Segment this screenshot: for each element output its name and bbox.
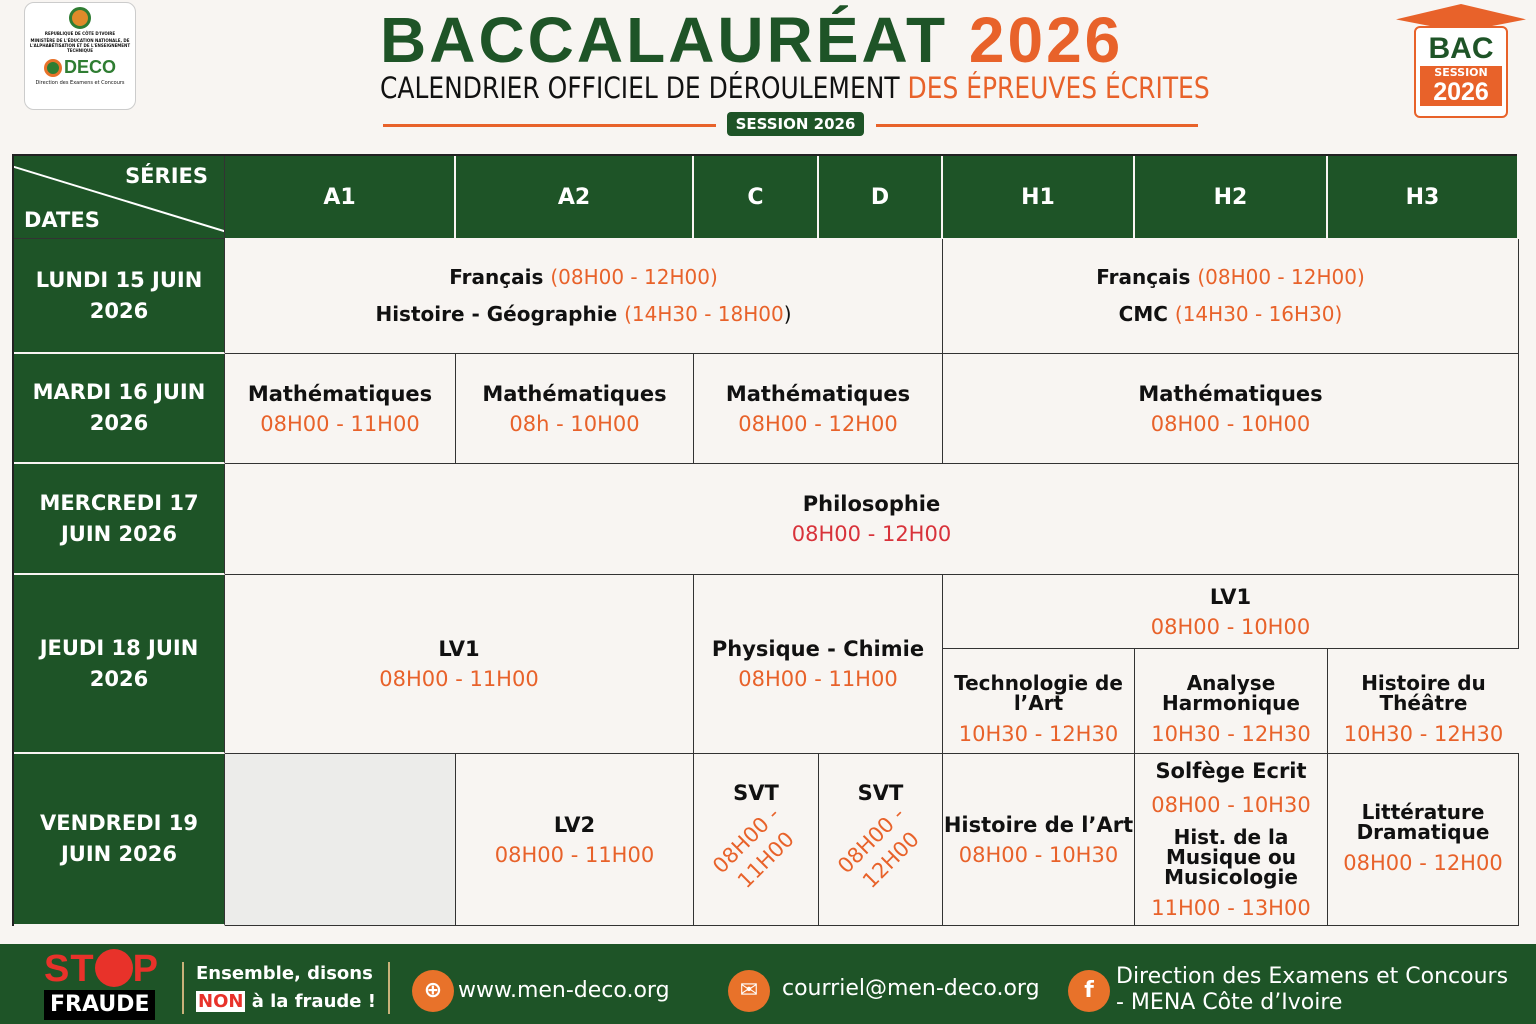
bac-year: 2026: [1420, 79, 1502, 106]
tuesday-a1-cell: [225, 354, 456, 464]
friday-c-subject: SVT: [733, 781, 779, 805]
friday-d-time: 08H00 - 12H00: [832, 802, 924, 893]
thursday-a-cell: [225, 575, 694, 754]
thursday-cd-cell: [694, 575, 943, 754]
friday-c-cell: [694, 754, 819, 926]
deco-text: DECO: [63, 57, 116, 77]
wednesday-time: 08H00 - 12H00: [791, 522, 952, 546]
fraude-label: FRAUDE: [44, 990, 155, 1020]
table-corner: [14, 156, 225, 239]
subtitle-part1: CALENDRIER OFFICIEL DE DÉROULEMENT: [380, 71, 900, 105]
deco-mark-icon: [44, 59, 62, 77]
date-thursday: JEUDI 18 JUIN 2026: [14, 575, 225, 754]
friday-c-time: 08H00 - 11H00: [708, 802, 799, 893]
tuesday-h-cell: [943, 354, 1519, 464]
slogan-end: à la fraude !: [251, 991, 376, 1012]
thursday-h1-time: 10H30 - 12H30: [958, 722, 1119, 746]
logo-direction: Direction des Examens et Concours: [35, 80, 125, 86]
tuesday-a2-subject: Mathématiques: [482, 381, 667, 406]
facebook-line1: Direction des Examens et Concours: [1116, 964, 1509, 989]
header-h3: H3: [1328, 156, 1519, 239]
divider-left: [383, 124, 716, 127]
footer-divider-2: [388, 962, 390, 1014]
date-tuesday: MARDI 16 JUIN 2026: [14, 354, 225, 464]
bac-badge-box: [1414, 26, 1508, 118]
friday-a2-cell: [456, 754, 694, 926]
logo-ministry: MINISTÈRE DE L'ÉDUCATION NATIONALE, DE L'ALPHABÉTISATION ET DE L'ENSEIGNEMENT TECHNIQUE: [29, 38, 131, 53]
friday-h1-time: 08H00 - 10H30: [958, 842, 1119, 867]
thursday-h-lv1-time: 08H00 - 10H00: [1150, 614, 1311, 639]
friday-h3-time: 08H00 - 12H00: [1343, 850, 1503, 875]
title-main: BACCALAURÉAT: [380, 4, 949, 76]
stop-word: [44, 948, 159, 990]
friday-h2-time2: 11H00 - 13H00: [1151, 895, 1311, 920]
monday-line1: Français (08H00 - 12H00): [449, 265, 718, 289]
page-title: [380, 4, 1220, 76]
facebook-line2: - MENA Côte d’Ivoire: [1116, 990, 1343, 1015]
footer-email[interactable]: courriel@men-deco.org: [782, 976, 1040, 1001]
monday-subject1: Français: [449, 265, 544, 289]
monday-h-subject1: Français: [1096, 265, 1191, 289]
friday-h2-subject1: Solfège Ecrit: [1155, 759, 1307, 783]
monday-a-c-d-cell: [225, 239, 943, 354]
footer-divider-1: [182, 962, 184, 1014]
thursday-h-block: [943, 575, 1519, 754]
coat-of-arms-icon: [69, 7, 91, 29]
thursday-a-time: 08H00 - 11H00: [379, 667, 539, 691]
wednesday-cell: [225, 464, 1519, 575]
thursday-cd-subject: Physique - Chimie: [711, 637, 925, 661]
logo-republic: REPUBLIQUE DE CÔTE D'IVOIRE: [44, 31, 116, 36]
monday-time2: 14H30 - 18H00: [631, 302, 784, 326]
friday-h1-cell: [943, 754, 1135, 926]
monday-h-subject2: CMC: [1118, 302, 1168, 326]
tuesday-cd-time: 08H00 - 12H00: [738, 411, 898, 436]
thursday-cd-time: 08H00 - 11H00: [738, 667, 898, 691]
thursday-h2-cell: [1135, 649, 1328, 753]
monday-time1: 08H00 - 12H00: [558, 265, 710, 289]
thursday-h3-cell: [1328, 649, 1519, 753]
monday-h-time2: 14H30 - 16H30: [1182, 302, 1335, 326]
monday-h-time1: 08H00 - 12H00: [1205, 265, 1357, 289]
friday-h3-cell: [1328, 754, 1519, 926]
stop-hand-icon: [95, 949, 133, 987]
schedule-table: [12, 154, 1517, 926]
slogan-non: NON: [198, 991, 244, 1012]
slogan-line2: [196, 988, 376, 1016]
corner-dates-label: DATES: [24, 208, 100, 232]
thursday-h-lv1-subject: LV1: [1209, 584, 1252, 609]
tuesday-a1-subject: Mathématiques: [247, 381, 433, 406]
bac-badge: [1396, 4, 1526, 119]
thursday-a-subject: LV1: [438, 637, 480, 661]
thursday-h1-subject: Technologie de l’Art: [954, 671, 1123, 715]
tuesday-a2-cell: [456, 354, 694, 464]
tuesday-h-time: 08H00 - 10H00: [1150, 411, 1311, 436]
subtitle-part2: DES ÉPREUVES ÉCRITES: [907, 71, 1210, 105]
tuesday-h-subject: Mathématiques: [1138, 381, 1323, 406]
thursday-h-lv1-cell: [943, 575, 1519, 649]
stop-text-end: P: [132, 948, 159, 990]
session-label: SESSION 2026: [727, 112, 864, 136]
friday-d-cell: [819, 754, 943, 926]
globe-icon: ⊕: [412, 970, 454, 1012]
thursday-h3-subject: Histoire du Théâtre: [1361, 671, 1486, 715]
slogan-line1: Ensemble, disons: [196, 963, 373, 984]
friday-a1-empty: [225, 754, 456, 926]
page-subtitle: [380, 70, 1210, 106]
header-c: C: [694, 156, 819, 239]
tuesday-cd-subject: Mathématiques: [725, 381, 911, 406]
thursday-h2-time: 10H30 - 12H30: [1151, 722, 1311, 746]
facebook-icon: f: [1068, 970, 1110, 1012]
friday-d-subject: SVT: [857, 781, 904, 805]
friday-h2-cell: [1135, 754, 1328, 926]
stop-fraude-logo: [44, 948, 159, 1020]
friday-a2-time: 08H00 - 11H00: [494, 842, 655, 867]
email-icon: ✉: [728, 970, 770, 1012]
thursday-h2-subject: Analyse Harmonique: [1162, 671, 1300, 715]
tuesday-cd-cell: [694, 354, 943, 464]
friday-h1-subject: Histoire de l’Art: [943, 812, 1134, 837]
divider-right: [876, 124, 1198, 127]
header-h2: H2: [1135, 156, 1328, 239]
monday-subject2: Histoire - Géographie: [375, 302, 618, 326]
header-a1: A1: [225, 156, 456, 239]
thursday-h3-time: 10H30 - 12H30: [1343, 722, 1504, 746]
friday-h2-subject2: Hist. de la Musique ou Musicologie: [1164, 824, 1298, 889]
footer: [0, 944, 1536, 1024]
tuesday-a1-time: 08H00 - 11H00: [260, 411, 420, 436]
wednesday-subject: Philosophie: [802, 492, 941, 516]
bac-word: BAC: [1428, 32, 1494, 65]
footer-facebook[interactable]: [1116, 964, 1508, 1016]
friday-a2-subject: LV2: [553, 812, 596, 837]
monday-h-line2: CMC (14H30 - 16H30): [1118, 302, 1343, 326]
header-a2: A2: [456, 156, 694, 239]
friday-h2-time1: 08H00 - 10H30: [1151, 793, 1311, 818]
thursday-h1-cell: [943, 649, 1135, 753]
corner-series-label: SÉRIES: [125, 164, 208, 188]
deco-logo: [25, 57, 135, 78]
header-d: D: [819, 156, 943, 239]
bac-session: SESSION: [1420, 66, 1502, 79]
stop-text: ST: [44, 948, 95, 990]
date-wednesday: MERCREDI 17 JUIN 2026: [14, 464, 225, 575]
ministry-logo: [24, 2, 136, 110]
friday-h3-subject: Littérature Dramatique: [1356, 799, 1490, 844]
header-h1: H1: [943, 156, 1135, 239]
tuesday-a2-time: 08h - 10H00: [509, 411, 640, 436]
monday-h-line1: Français (08H00 - 12H00): [1096, 265, 1365, 289]
footer-website[interactable]: www.men-deco.org: [458, 978, 670, 1003]
monday-h-cell: [943, 239, 1519, 354]
date-monday: LUNDI 15 JUIN 2026: [14, 239, 225, 354]
title-year: 2026: [968, 4, 1124, 76]
footer-slogan: [196, 960, 376, 1016]
date-friday: VENDREDI 19 JUIN 2026: [14, 754, 225, 926]
monday-line2: Histoire - Géographie (14H30 - 18H00): [375, 302, 792, 326]
